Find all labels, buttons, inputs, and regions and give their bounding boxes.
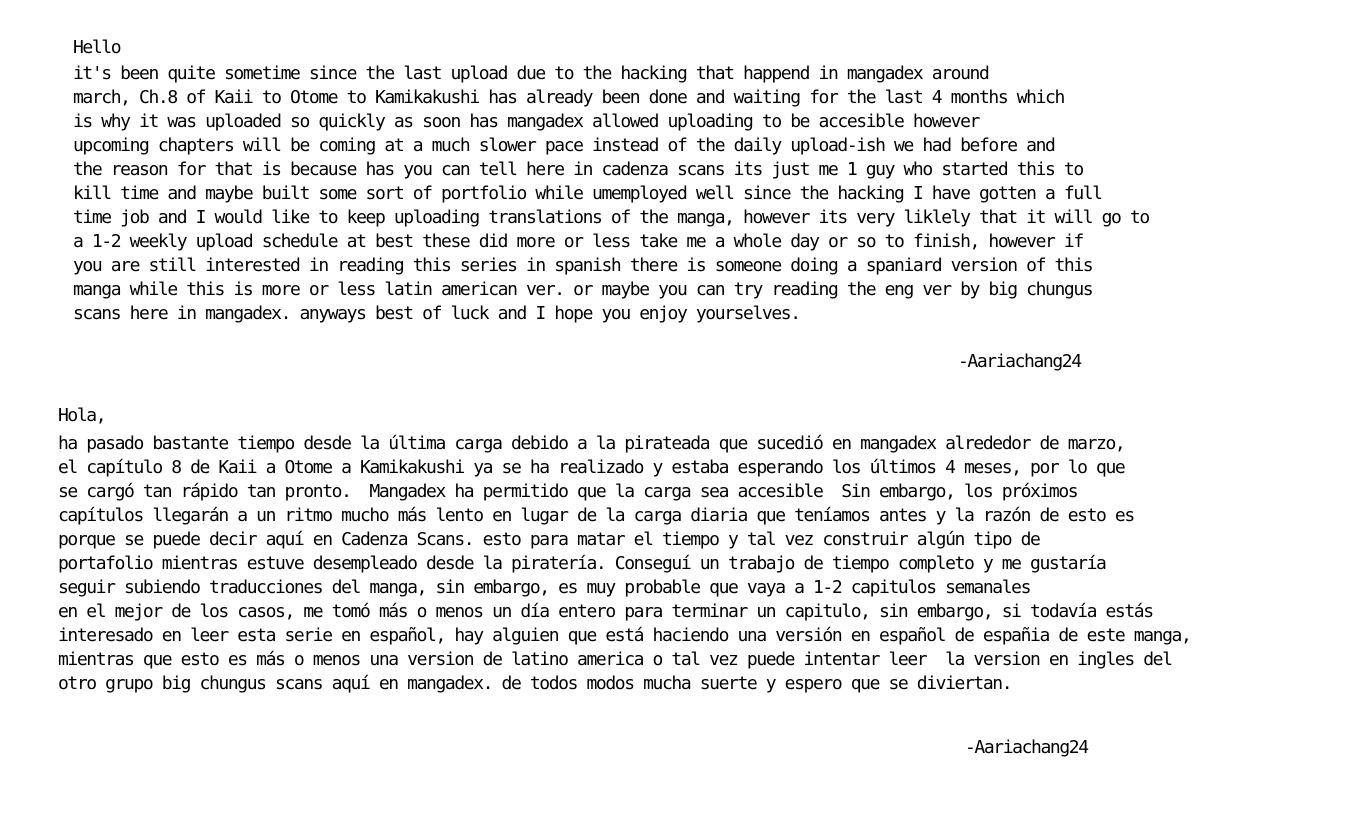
spanish-line: se cargó tan rápido tan pronto. Mangadex ha permitido que la carga sea accesible Sin embargo, los próximos	[58, 481, 1078, 502]
english-line: you are still interested in reading this series in spanish there is someone doing a spaniard version of this	[73, 255, 1093, 276]
spanish-line: seguir subiendo traducciones del manga, sin embargo, es muy probable que vaya a 1-2 capitulos semanales	[58, 577, 1031, 598]
spanish-line: el capítulo 8 de Kaii a Otome a Kamikakushi ya se ha realizado y estaba esperando los últimos 4 meses, por lo que	[58, 457, 1125, 478]
spanish-line: porque se puede decir aquí en Cadenza Scans. esto para matar el tiempo y tal vez construir algún tipo de	[58, 529, 1040, 550]
english-line: scans here in mangadex. anyways best of luck and I hope you enjoy yourselves.	[73, 303, 800, 324]
spanish-signature: -Aariachang24	[965, 737, 1088, 758]
spanish-line: ha pasado bastante tiempo desde la última carga debido a la pirateada que sucedió en mangadex alrededor de marzo,	[58, 433, 1125, 454]
english-line: is why it was uploaded so quickly as soon has mangadex allowed uploading to be accesible however	[73, 111, 979, 132]
english-signature: -Aariachang24	[958, 351, 1081, 372]
spanish-greeting: Hola,	[58, 405, 106, 426]
spanish-line: portafolio mientras estuve desempleado desde la piratería. Conseguí un trabajo de tiempo completo y me gustaría	[58, 553, 1106, 574]
english-line: kill time and maybe built some sort of portfolio while umemployed well since the hacking I have gotten a full	[73, 183, 1102, 204]
english-line: manga while this is more or less latin american ver. or maybe you can try reading the eng ver by big chungus	[73, 279, 1093, 300]
english-line: upcoming chapters will be coming at a much slower pace instead of the daily upload-ish we had before and	[73, 135, 1055, 156]
english-line: time job and I would like to keep uploading translations of the manga, however its very liklely that it will go to	[73, 207, 1149, 228]
spanish-line: capítulos llegarán a un ritmo mucho más lento en lugar de la carga diaria que teníamos antes y la razón de esto es	[58, 505, 1134, 526]
spanish-line: interesado en leer esta serie en español, hay alguien que está haciendo una versión en español de españia de este manga,	[58, 625, 1191, 646]
spanish-line: mientras que esto es más o menos una version de latino america o tal vez puede intentar leer la version en ingles del	[58, 649, 1172, 670]
english-line: a 1-2 weekly upload schedule at best these did more or less take me a whole day or so to finish, however if	[73, 231, 1083, 252]
english-greeting: Hello	[73, 37, 121, 58]
english-line: it's been quite sometime since the last upload due to the hacking that happend in mangadex around	[73, 63, 989, 84]
spanish-line: en el mejor de los casos, me tomó más o menos un día entero para terminar un capitulo, sin embargo, si todavía estás	[58, 601, 1153, 622]
spanish-line: otro grupo big chungus scans aquí en mangadex. de todos modos mucha suerte y espero que se diviertan.	[58, 673, 1012, 694]
english-line: the reason for that is because has you can tell here in cadenza scans its just me 1 guy who started this to	[73, 159, 1083, 180]
english-line: march, Ch.8 of Kaii to Otome to Kamikakushi has already been done and waiting for the last 4 months which	[73, 87, 1064, 108]
